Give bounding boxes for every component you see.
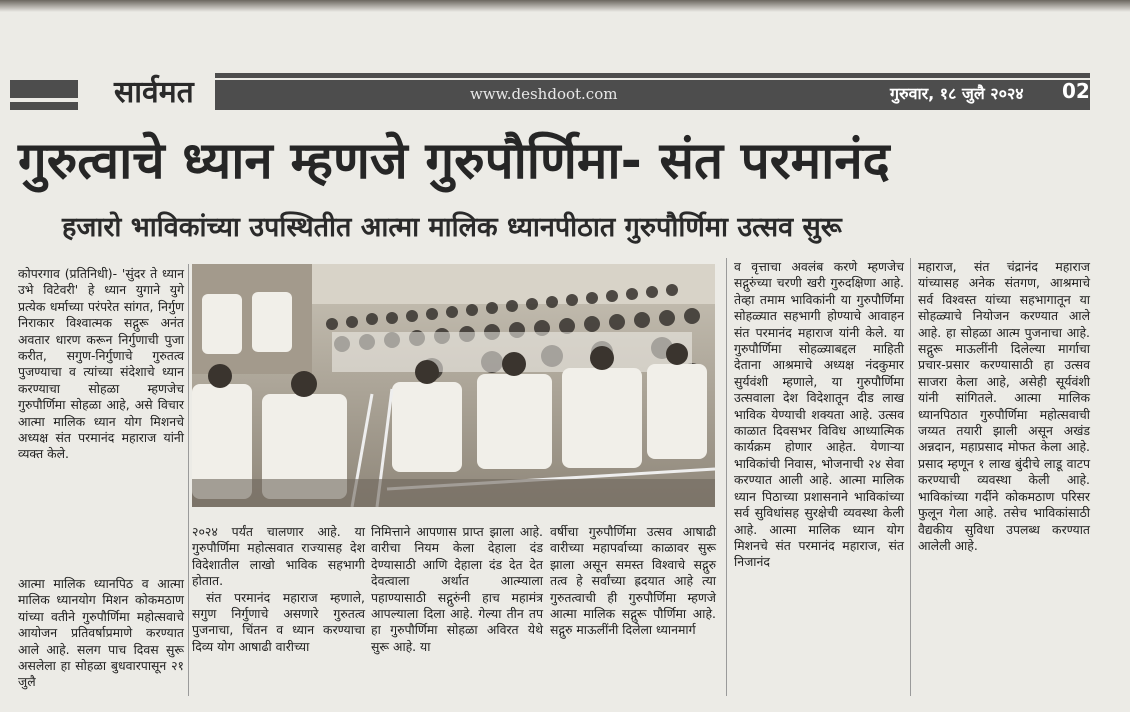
- headline: गुरुत्वाचे ध्यान म्हणजे गुरुपौर्णिमा- संत परमानंद: [18, 132, 890, 191]
- newspaper-brand: सार्वमत: [108, 70, 200, 111]
- article-column-1-bottom: [18, 576, 184, 691]
- page-edge-shadow: [0, 0, 1130, 12]
- article-paragraph: कोपरगाव (प्रतिनिधी)- 'सुंदर ते ध्यान उभे विटेवरी' हे ध्यान युगाने युगे प्रत्येक धर्माच्या परंपरेत सांगत, निर्गुण निराकार विश्वात्मक सद्गुरू अनंत अवतार धारण करून निर्गुणाची पुजा करीत, सगुण-निर्गुणाचे गुरुतत्व पुजण्याचा व त्यांच्या संदेशाचे ध्यान करण्याचा सोहळा म्हणजेच गुरुपौर्णिमा सोहळा आहे, असे विचार आत्मा मालिक ध्यान योग मिशनचे अध्यक्ष संत परमानंद महाराज यांनी व्यक्त केले.: [18, 266, 184, 462]
- article-paragraph: महाराज, संत चंद्रानंद महाराज यांच्यासह अनेक संतगण, आश्रमाचे सर्व विश्वस्त यांच्या सहभागातून या सोहळ्याचे नियोजन करण्यात आले आहे. हा सोहळा आत्म पुजनाचा आहे. सद्गुरू माऊलींनी दिलेल्या मार्गाचा प्रचार-प्रसार करण्यासाठी हा उत्सव साजरा केला आहे, असेही सूर्यवंशी यांनी सांगितले. आत्मा मालिक ध्यानपिठात गुरुपौर्णिमा महोत्सवाची जय्यत तयारी झाली असून अखंड अन्नदान, महाप्रसाद मोफत केला आहे. प्रसाद म्हणून १ लाख बुंदीचे लाडू वाटप करण्याची व्यवस्था केली आहे. भाविकांच्या गर्दीने कोकमठाण परिसर फुलून गेला आहे. तसेच भाविकांसाठी वैद्यकीय सुविधा उपलब्ध करण्यात आलेली आहे.: [918, 259, 1090, 553]
- article-paragraph: व वृत्ताचा अवलंब करणे म्हणजेच सद्गुरुंच्या चरणी खरी गुरुदक्षिणा आहे. तेव्हा तमाम भाविकांनी या गुरुपौर्णिमा सोहळ्यात सहभागी होण्याचे आवाहन संत परमानंद महाराज यांनी केले. या गुरुपौर्णिमा सोहळ्याबद्दल माहिती देताना आश्रमाचे अध्यक्ष नंदकुमार सुर्यवंशी म्हणाले, या गुरुपौर्णिमा उत्सवाला देश विदेशातून दीड लाख भाविक येण्याची शक्यता आहे. उत्सव काळात दिवसभर विविध आध्यात्मिक कार्यक्रम होणार आहेत. येणाऱ्या भाविकांची निवास, भोजनाची २४ सेवा करण्यात आली आहे. आत्मा मालिक ध्यान पिठाच्या प्रशासनाने भाविकांच्या सर्व सुविधांसह सुरक्षेची व्यवस्था केली आहे. आत्मा मालिक ध्यान योग मिशनचे संत परमानंद महाराज, संत निजानंद: [734, 259, 904, 570]
- crowd-photo-illustration: [192, 264, 715, 507]
- article-column-6: [918, 259, 1090, 554]
- column-divider: [910, 258, 911, 696]
- article-paragraph: २०२४ पर्यंत चालणार आहे. या गुरुपौर्णिमा महोत्सवात राज्यासह देश विदेशातील लाखो भाविक सहभागी होतात.: [192, 524, 365, 589]
- article-paragraph: आत्मा मालिक ध्यानपिठ व आत्मा मालिक ध्यानयोग मिशन कोकमठाण यांच्या वतीने गुरुपौर्णिमा महोत्सवाचे आयोजन प्रतिवर्षाप्रमाणे करण्यात आले आहे. सलग पाच दिवस सुरू असलेला हा सोहळा बुधवारपासून २१ जुलै: [18, 576, 184, 690]
- masthead-thin-bar: [215, 73, 1090, 78]
- masthead-stripe: [10, 80, 78, 98]
- article-column-4: [550, 524, 716, 639]
- column-divider: [726, 258, 727, 696]
- article-column-2: [192, 524, 365, 655]
- article-column-1-top: [18, 266, 184, 463]
- column-divider: [188, 264, 189, 696]
- event-photo: [192, 264, 715, 507]
- masthead-stripe: [10, 102, 78, 110]
- article-paragraph: वर्षीचा गुरुपौर्णिमा उत्सव आषाढी वारीच्या महापर्वाच्या काळावर सुरू झाला असून समस्त विश्वाचे सद्गुरु तत्व हे सर्वांच्या ह्रदयात आहे त्या गुरुतत्वाची ही गुरुपौर्णिमा म्हणजे आत्मा मालिक सद्गुरू पौर्णिमा आहे. सद्गुरु माऊलींनी दिलेला ध्यानमार्ग: [550, 524, 716, 638]
- article-paragraph: संत परमानंद महाराज म्हणाले, सगुण निर्गुणाचे असणारे गुरुतत्व पुजनाचा, चिंतन व ध्यान करण्याचा दिव्य योग आषाढी वारीच्या: [192, 589, 365, 654]
- issue-date: गुरुवार, १८ जुलै २०२४: [890, 84, 1024, 103]
- website-url: www.deshdoot.com: [470, 85, 618, 103]
- article-column-5: [734, 259, 904, 571]
- page-number: 02: [1062, 79, 1090, 103]
- article-paragraph: निमित्ताने आपणास प्राप्त झाला आहे. वारीचा नियम केला देहाला दंड देण्यासाठी आणि देहाला दंड देत देत देवत्वाला अर्थात आत्म्याला पहाण्यासाठी सद्गुरुंनी हाच महामंत्र आपल्याला दिला आहे. गेल्या तीन तप हा गुरुपौर्णिमा सोहळा अविरत येथे सुरू आहे. या: [371, 524, 543, 654]
- masthead: [10, 64, 1095, 116]
- article-column-3: [371, 524, 543, 655]
- subheadline: हजारो भाविकांच्या उपस्थितीत आत्मा मालिक ध्यानपीठात गुरुपौर्णिमा उत्सव सुरू: [62, 212, 842, 243]
